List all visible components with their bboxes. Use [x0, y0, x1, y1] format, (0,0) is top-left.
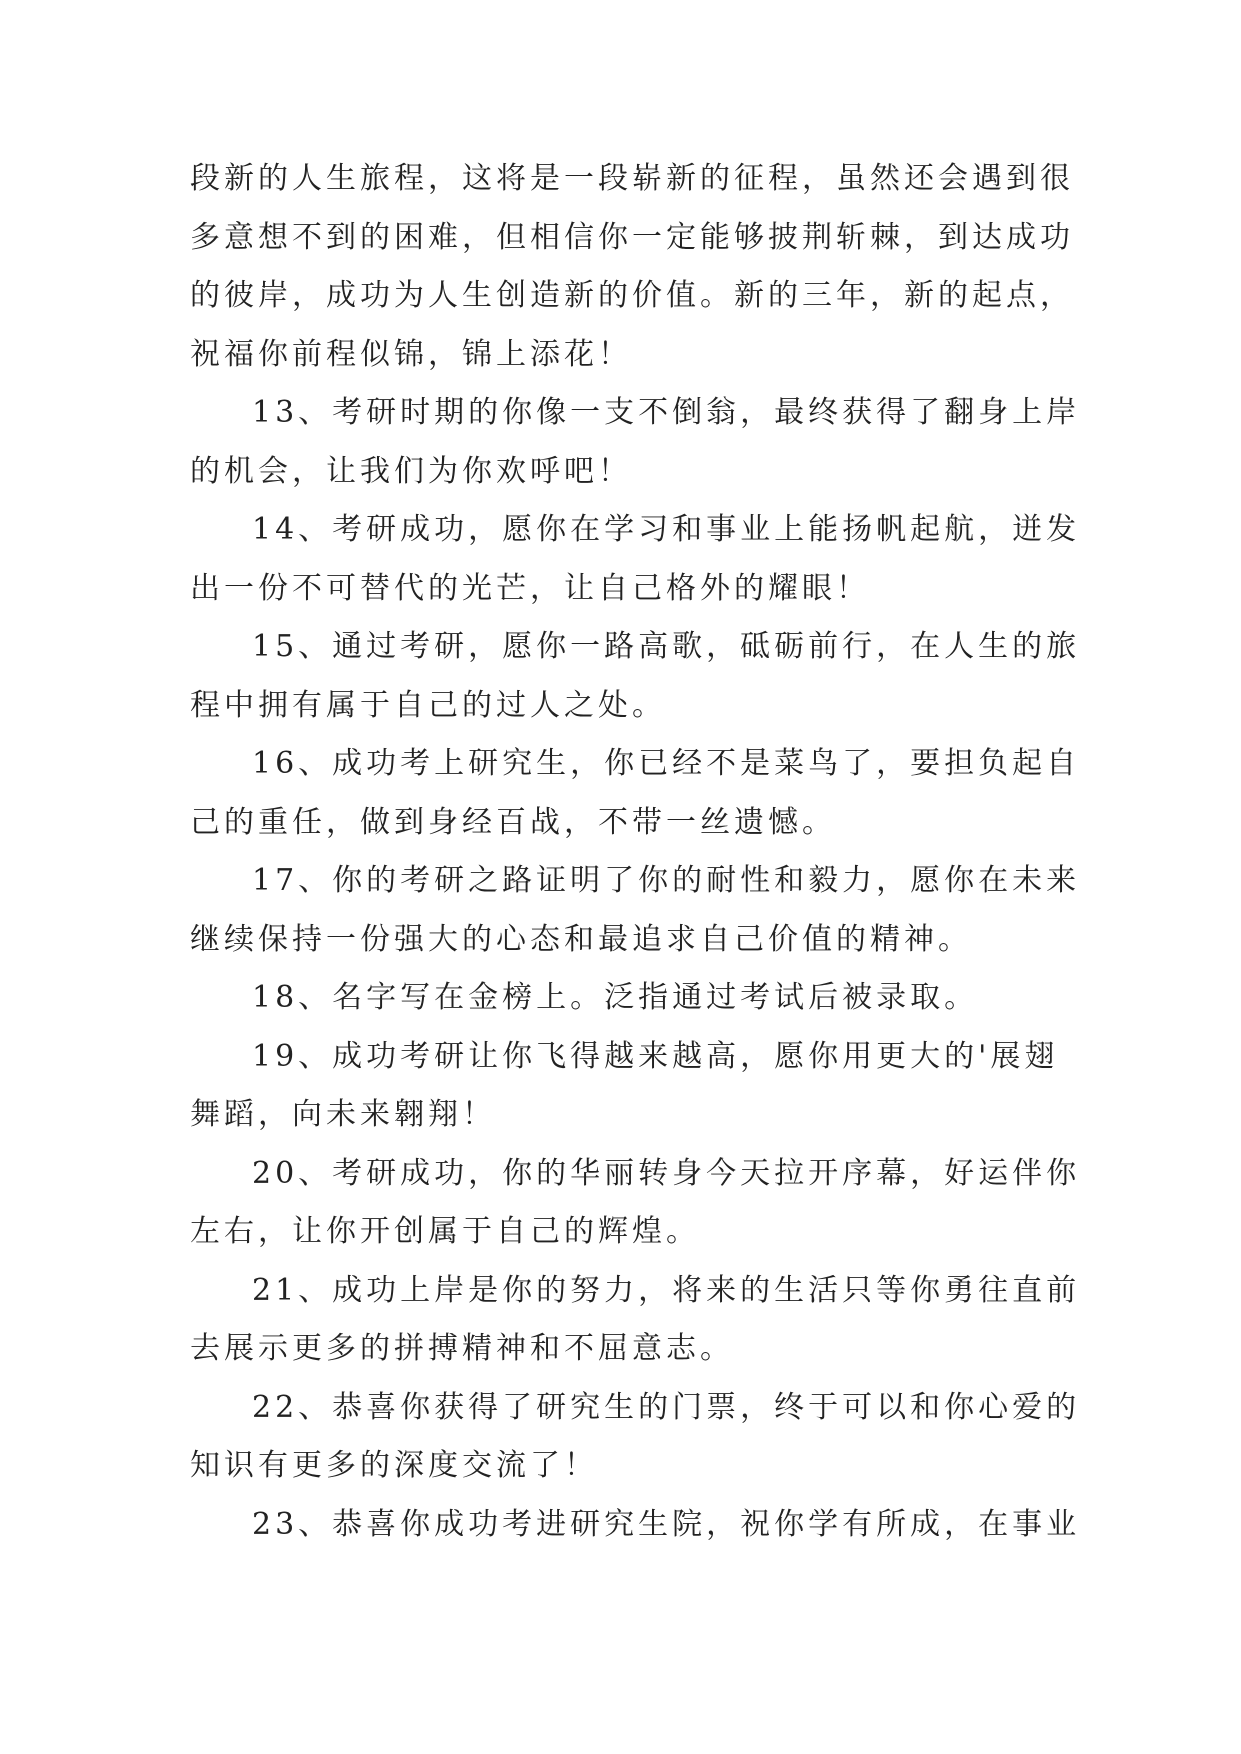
text-line: 程中拥有属于自己的过人之处。 — [190, 687, 666, 723]
text-line: 舞蹈，向未来翱翔！ — [190, 1097, 496, 1132]
text-line: 出一份不可替代的光芒，让自己格外的耀眼！ — [190, 570, 870, 606]
text-line: 祝福你前程似锦，锦上添花！ — [190, 336, 632, 372]
document-body — [190, 150, 1081, 1554]
numbered-item-line: 15、通过考研，愿你一路高歌，砥砺前行，在人生的旅 — [252, 629, 1081, 664]
numbered-item-line: 19、成功考研让你飞得越来越高，愿你用更大的'展翅 — [252, 1038, 1059, 1074]
numbered-item-line: 17、你的考研之路证明了你的耐性和毅力，愿你在未来 — [252, 863, 1081, 898]
text-line: 知识有更多的深度交流了！ — [190, 1448, 598, 1483]
text-line: 的机会，让我们为你欢呼吧！ — [190, 453, 632, 489]
numbered-item-line: 13、考研时期的你像一支不倒翁，最终获得了翻身上岸 — [252, 395, 1081, 430]
text-line: 多意想不到的困难，但相信你一定能够披荆斩棘，到达成功 — [190, 219, 1074, 255]
numbered-item-line: 22、恭喜你获得了研究生的门票，终于可以和你心爱的 — [252, 1389, 1081, 1425]
numbered-item-line: 21、成功上岸是你的努力，将来的生活只等你勇往直前 — [252, 1272, 1081, 1308]
text-line: 的彼岸，成功为人生创造新的价值。新的三年，新的起点， — [190, 278, 1074, 313]
numbered-item-line: 20、考研成功，你的华丽转身今天拉开序幕，好运伴你 — [252, 1155, 1081, 1191]
text-line: 去展示更多的拼搏精神和不屈意志。 — [190, 1331, 734, 1366]
text-line: 段新的人生旅程，这将是一段崭新的征程，虽然还会遇到很 — [190, 161, 1074, 196]
text-line: 左右，让你开创属于自己的辉煌。 — [190, 1214, 700, 1249]
text-line: 继续保持一份强大的心态和最追求自己价值的精神。 — [190, 921, 972, 957]
text-line: 己的重任，做到身经百战，不带一丝遗憾。 — [190, 804, 836, 840]
numbered-item-line: 16、成功考上研究生，你已经不是菜鸟了，要担负起自 — [252, 746, 1081, 781]
numbered-item-line: 14、考研成功，愿你在学习和事业上能扬帆起航，迸发 — [252, 512, 1081, 547]
numbered-item-line: 23、恭喜你成功考进研究生院，祝你学有所成，在事业 — [252, 1506, 1081, 1542]
numbered-item-line: 18、名字写在金榜上。泛指通过考试后被录取。 — [252, 980, 979, 1015]
